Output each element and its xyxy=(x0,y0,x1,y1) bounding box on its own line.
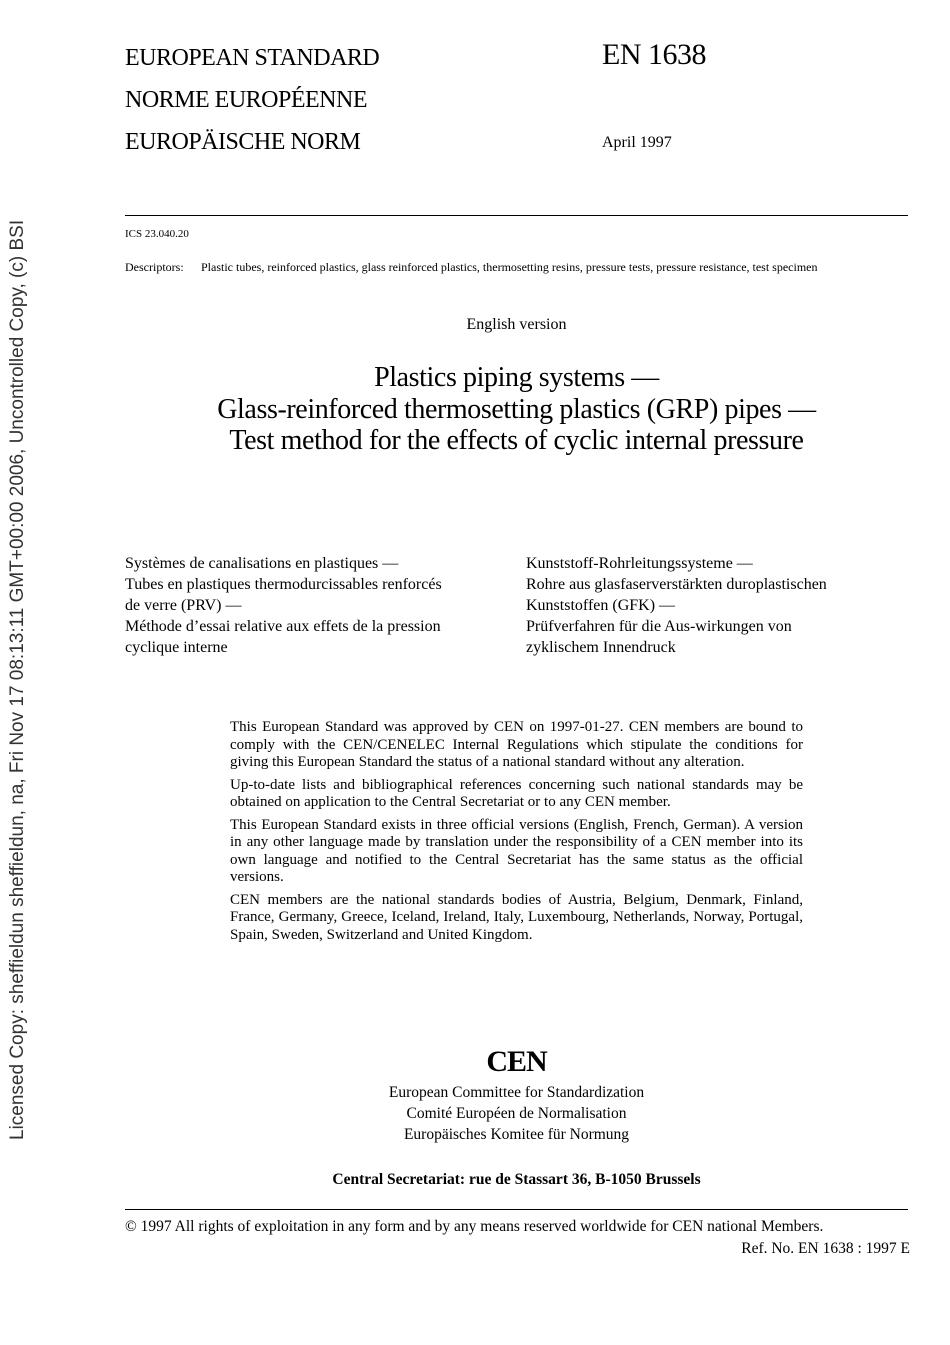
central-secretariat-address: Central Secretariat: rue de Stassart 36, B-1050 Brussels xyxy=(332,1171,701,1188)
german-title-line: Kunststoffen (GFK) — xyxy=(526,597,676,614)
german-title-line: Rohre aus glasfaserverstärkten duroplastischen xyxy=(526,576,827,593)
cen-name-german: Europäisches Komitee für Normung xyxy=(403,1126,630,1143)
publication-date: April 1997 xyxy=(602,134,672,151)
descriptors-text: Plastic tubes, reinforced plastics, glass reinforced plastics, thermosetting resins, pressure tests, pressure resistance, test specimen xyxy=(201,260,818,274)
document-title xyxy=(125,362,908,457)
cen-name-french: Comité Européen de Normalisation xyxy=(406,1105,627,1122)
standard-name-german: EUROPÄISCHE NORM xyxy=(125,129,361,155)
ics-code: ICS 23.040.20 xyxy=(125,228,189,240)
standard-number: EN 1638 xyxy=(602,38,706,71)
title-line: Test method for the effects of cyclic internal pressure xyxy=(229,425,804,456)
approval-notes xyxy=(230,719,803,949)
german-title-line: zyklischem Innendruck xyxy=(526,639,676,656)
title-line: Glass-reinforced thermosetting plastics (GRP) pipes — xyxy=(217,393,816,425)
descriptors xyxy=(125,260,915,292)
german-title-line: Kunststoff-Rohrleitungssysteme — xyxy=(526,555,753,572)
note-paragraph: CEN members are the national standards bodies of Austria, Belgium, Denmark, Finland, France, Germany, Greece, Iceland, Ireland, Italy, Luxembourg, Netherlands, Norway, Portugal, Spain, Sweden, Switzerland and United Kingdom. xyxy=(230,891,803,943)
cen-names xyxy=(125,1082,908,1145)
license-watermark: Licensed Copy: sheffieldun sheffieldun, na, Fri Nov 17 08:13:11 GMT+00:00 2006, Uncontrolled Copy, (c) BSI xyxy=(7,219,28,1140)
title-line: Plastics piping systems — xyxy=(374,362,659,393)
note-paragraph: This European Standard exists in three official versions (English, French, German). A version in any other language made by translation under the responsibility of a CEN member into its own language and notified to the Central Secretariat has the same status as the official versions. xyxy=(230,816,803,885)
note-paragraph: This European Standard was approved by CEN on 1997-01-27. CEN members are bound to comply with the CEN/CENELEC Internal Regulations which stipulate the conditions for giving this European Standard the status of a national standard without any alteration. xyxy=(230,719,803,770)
french-title-line: Méthode d’essai relative aux effets de la pression xyxy=(125,618,441,635)
french-title xyxy=(125,553,515,658)
german-title xyxy=(526,553,926,658)
version-label: English version xyxy=(466,316,567,333)
standard-name-french: NORME EUROPÉENNE xyxy=(125,87,367,113)
note-paragraph: Up-to-date lists and bibliographical references concerning such national standards may be obtained on application to the Central Secretariat or to any CEN member. xyxy=(230,776,803,810)
german-title-line: Prüfverfahren für die Aus-wirkungen von xyxy=(526,618,792,635)
footer-rule xyxy=(125,1209,908,1210)
french-title-line: cyclique interne xyxy=(125,639,228,656)
cen-name-english: European Committee for Standardization xyxy=(388,1084,645,1101)
french-title-line: Tubes en plastiques thermodurcissables renforcés xyxy=(125,576,442,593)
cen-logo: CEN xyxy=(486,1045,547,1078)
reference-number: Ref. No. EN 1638 : 1997 E xyxy=(741,1240,910,1257)
standard-name-english: EUROPEAN STANDARD xyxy=(125,45,380,71)
descriptors-label: Descriptors: xyxy=(125,260,184,274)
french-title-line: de verre (PRV) — xyxy=(125,597,242,614)
french-title-line: Systèmes de canalisations en plastiques — xyxy=(125,555,399,572)
copyright-notice: © 1997 All rights of exploitation in any form and by any means reserved worldwide for CEN national Members. xyxy=(125,1218,824,1235)
header-rule xyxy=(125,215,908,216)
